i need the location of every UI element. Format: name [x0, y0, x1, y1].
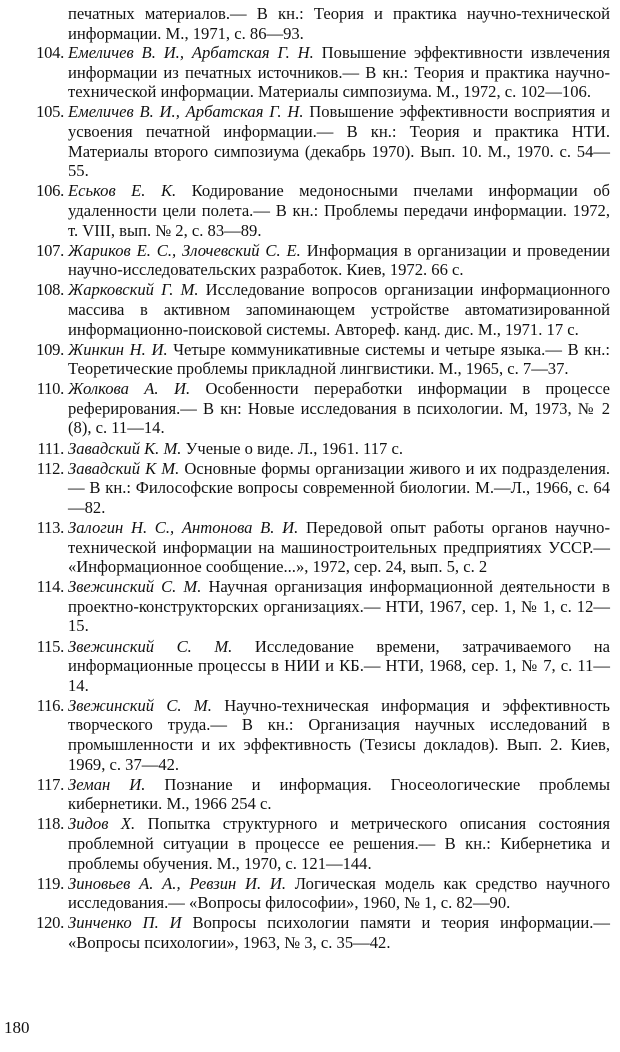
entry-number: 113.: [36, 517, 64, 537]
entry-number: 108.: [36, 280, 64, 300]
entry-text: Повышение эффективности восприятия и усвоения печатной информации.— В кн.: Теория и практика НТИ. Материалы второго симпозиума (декабрь 1970). Вып. 10. М., 1970. с. 54—55.: [68, 102, 610, 181]
bibliography-entry: [4, 637, 610, 696]
bibliography-entry: [4, 518, 610, 577]
bibliography-entry: [4, 340, 610, 379]
entry-author: Звежинский С. М.: [68, 636, 233, 656]
entry-number: 110.: [36, 379, 64, 399]
entry-number: 105.: [36, 102, 64, 122]
bibliography-entry: [4, 439, 610, 459]
entry-number: 106.: [36, 181, 64, 201]
entry-text: Передовой опыт работы органов научно-технической информации на машиностроительных предприятиях УССР.— «Информационное сообщение...», 1972, сер. 24, вып. 5, с. 2: [68, 517, 610, 577]
entry-number: 109.: [36, 339, 64, 359]
bibliography-entry: [4, 102, 610, 180]
entry-text: Четыре коммуникативные системы и четыре языка.— В кн.: Теоретические проблемы прикладной лингвистики. М., 1965, с. 7—37.: [68, 339, 610, 379]
bibliography-entry: [4, 913, 610, 952]
entry-text: Логическая модель как средство научного исследования.— «Вопросы философии», 1960, № 1, с. 82—90.: [68, 873, 610, 913]
page-number: 180: [4, 1018, 30, 1037]
entry-number: 112.: [36, 458, 64, 478]
entry-number: 114.: [36, 577, 64, 597]
bibliography-entry: [4, 459, 610, 518]
entry-number: 118.: [36, 814, 64, 834]
entry-number: 111.: [37, 438, 64, 458]
entry-text: Вопросы психологии памяти и теория информации.— «Вопросы психологии», 1963, № 3, с. 35—42.: [68, 913, 610, 952]
entry-author: Жинкин Н. И.: [68, 339, 168, 359]
bibliography-entry: [4, 43, 610, 102]
entry-author: Завадский К. М.: [68, 438, 182, 458]
entry-author: Жарковский Г. М.: [68, 280, 199, 300]
entry-number: 107.: [36, 240, 64, 260]
bibliography-list: [4, 43, 610, 952]
entry-author: Зидов Х.: [68, 814, 136, 834]
entry-number: 117.: [36, 774, 64, 794]
entry-number: 104.: [36, 43, 64, 63]
entry-text: Научно-техническая информация и эффективность творческого труда.— В кн.: Организация научных исследований в промышленности и их эффективность (Тезисы докладов). Вып. 2. Киев, 1969, с. 37—42.: [68, 695, 610, 774]
entry-author: Жариков Е. С., Злочевский С. Е.: [68, 240, 301, 260]
bibliography-entry: [4, 696, 610, 774]
entry-number: 120.: [36, 913, 64, 933]
entry-author: Звежинский С. М.: [68, 695, 212, 715]
entry-text: Кодирование медоносными пчелами информации об удаленности цели полета.— В кн.: Проблемы передачи информации. 1972, т. VIII, вып. № 2, с. 83—89.: [68, 181, 611, 240]
entry-text: Ученые о виде. Л., 1961. 117 с.: [181, 438, 403, 458]
bibliography-entry: [4, 874, 610, 913]
entry-text: Исследование вопросов организации информационного массива в активном запоминающем устройстве автоматизированной информационно-поисковой системы. Автореф. канд. дис. М., 1971. 17 с.: [68, 280, 610, 339]
bibliography-entry: [4, 814, 610, 873]
entry-author: Емеличев В. И., Арбатская Г. Н.: [68, 102, 304, 122]
entry-number: 119.: [36, 873, 64, 893]
entry-text: Познание и информация. Гносеологические проблемы кибернетики. М., 1966 254 с.: [68, 774, 610, 814]
entry-text: Научная организация информационной деятельности в проектно-конструкторских организациях.— НТИ, 1967, сер. 1, № 1, с. 12—15.: [68, 577, 610, 636]
bibliography-entry: [4, 577, 610, 636]
entry-author: Завадский К М.: [68, 458, 180, 478]
entry-author: Еськов Е. К.: [68, 181, 177, 201]
entry-text: Информация в организации и проведении научно-исследовательских разработок. Киев, 1972. 66 с.: [68, 240, 610, 280]
entry-text: Исследование времени, затрачиваемого на информационные процессы в НИИ и КБ.— НТИ, 1968, сер. 1, № 7, с. 11—14.: [68, 636, 610, 695]
entry-author: Жолкова А. И.: [68, 379, 191, 399]
entry-author: Залогин Н. С., Антонова В. И.: [68, 517, 299, 537]
entry-text: Особенности переработки информации в процессе реферирования.— В кн: Новые исследования в психологии. М, 1973, № 2 (8), с. 11—14.: [68, 379, 610, 438]
entry-text: Попытка структурного и метрического описания состояния проблемной ситуации в процессе ее решения.— В кн.: Кибернетика и проблемы обучения. М., 1970, с. 121—144.: [68, 814, 611, 873]
entry-author: Звежинский С. М.: [68, 577, 202, 597]
bibliography-entry: [4, 280, 610, 339]
entry-number: 115.: [36, 636, 64, 656]
entry-author: Земан И.: [68, 774, 146, 794]
bibliography-entry: [4, 181, 610, 240]
entry-text: Повышение эффективности извлечения информации из печатных источников.— В кн.: Теория и практика научно-технической информации. Материалы симпозиума. М., 1972, с. 102—106.: [68, 43, 610, 102]
bibliography-entry: [4, 775, 610, 814]
entry-text: Основные формы организации живого и их подразделения.— В кн.: Философские вопросы современной биологии. М.—Л., 1966, с. 64—82.: [68, 458, 610, 517]
entry-author: Зинченко П. И: [68, 913, 182, 933]
bibliography-entry: [4, 241, 610, 280]
continuation-text: печатных материалов.— В кн.: Теория и практика научно-технической информации. М., 1971, с. 86—93.: [68, 4, 610, 43]
entry-author: Емеличев В. И., Арбатская Г. Н.: [68, 43, 314, 63]
entry-author: Зиновьев А. А., Ревзин И. И.: [68, 873, 287, 893]
bibliography-entry: [4, 379, 610, 438]
entry-number: 116.: [36, 695, 64, 715]
